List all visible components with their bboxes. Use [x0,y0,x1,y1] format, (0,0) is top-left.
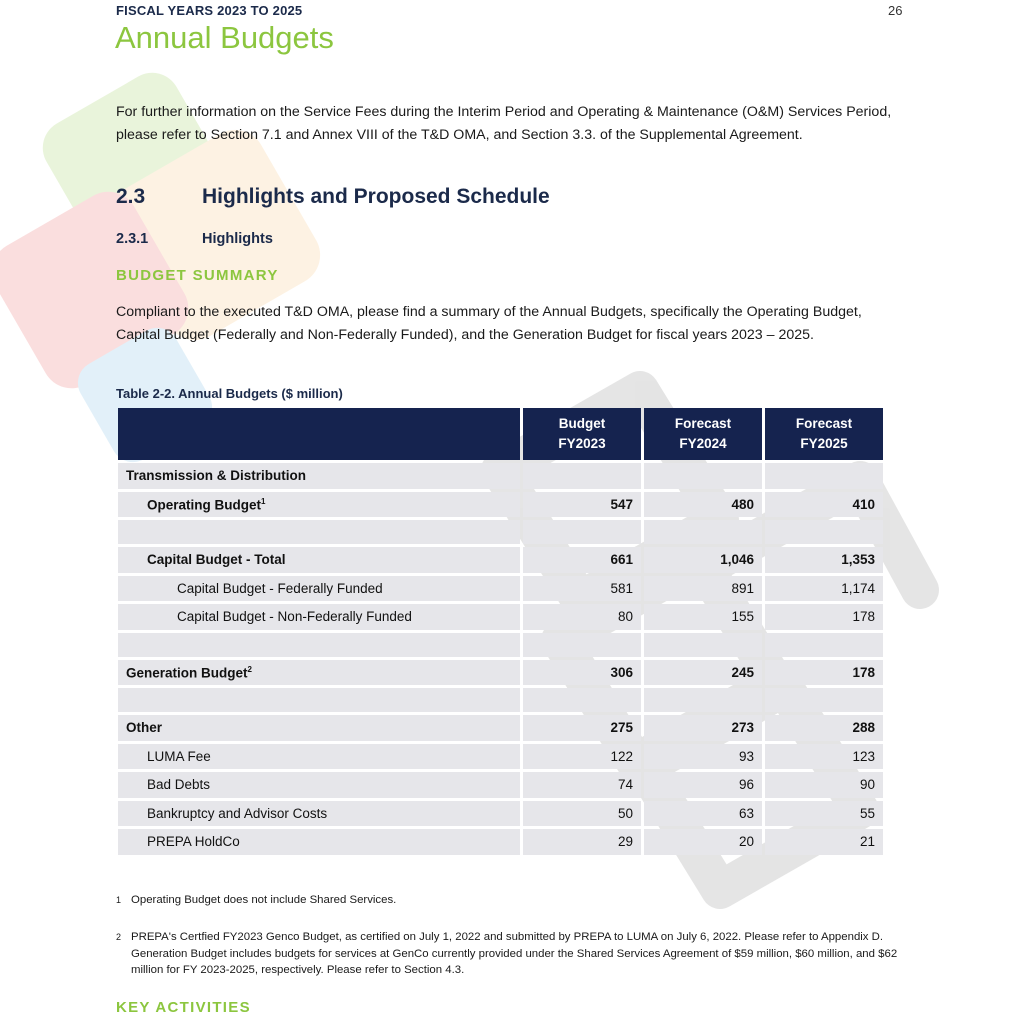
column-header: Forecast FY2024 [644,408,762,460]
value-cell: 275 [523,715,641,741]
value-cell: 891 [644,576,762,602]
table-row [118,660,883,686]
value-cell: 123 [765,744,883,770]
budget-summary-heading: BUDGET SUMMARY [116,267,279,284]
table-row [118,772,883,798]
page-number: 26 [888,3,903,18]
row-label: LUMA Fee [118,744,520,770]
table-row [118,463,883,489]
column-header: Forecast FY2025 [765,408,883,460]
value-cell: 306 [523,660,641,686]
table-row [118,576,883,602]
value-cell: 547 [523,492,641,518]
table-header-row [118,408,883,460]
value-cell: 480 [644,492,762,518]
value-cell [523,520,641,544]
table-body [118,463,883,855]
value-cell: 288 [765,715,883,741]
value-cell: 55 [765,801,883,827]
value-cell [644,463,762,489]
table-row [118,688,883,712]
value-cell: 74 [523,772,641,798]
value-cell: 96 [644,772,762,798]
row-label [118,520,520,544]
value-cell: 661 [523,547,641,573]
table-row [118,715,883,741]
footnote-1: 1 Operating Budget does not include Shared Services. [116,894,397,906]
value-cell: 29 [523,829,641,855]
value-cell: 21 [765,829,883,855]
value-cell: 178 [765,604,883,630]
value-cell [644,688,762,712]
table-row [118,492,883,518]
row-label [118,688,520,712]
value-cell: 1,174 [765,576,883,602]
table-row [118,744,883,770]
section-heading [116,185,550,209]
row-label: Capital Budget - Federally Funded [118,576,520,602]
value-cell: 80 [523,604,641,630]
row-label: Bad Debts [118,772,520,798]
footnote-2: 2 PREPA's Certfied FY2023 Genco Budget, as certified on July 1, 2022 and submitted by PREPA to LUMA on July 6, 2022. Please refer to Appendix D. Generation Budget includes budgets for services at GenCo currently provided under the Shared Services Agreement of $59 million, $60 million, and $62 million for FY 2023-2025, respectively. Please refer to Section 4.3. [116,931,898,976]
value-cell: 1,046 [644,547,762,573]
value-cell [765,633,883,657]
subsection-title: Highlights [202,231,273,247]
table-row [118,520,883,544]
row-label: Capital Budget - Total [118,547,520,573]
row-label: Operating Budget$^1$ [118,492,520,518]
running-header: FISCAL YEARS 2023 TO 2025 [116,3,303,18]
table-row [118,633,883,657]
value-cell [523,633,641,657]
value-cell: 581 [523,576,641,602]
value-cell: 122 [523,744,641,770]
annual-budgets-table [115,405,886,858]
value-cell: 20 [644,829,762,855]
row-label: Bankruptcy and Advisor Costs [118,801,520,827]
value-cell: 410 [765,492,883,518]
key-activities-heading: KEY ACTIVITIES [116,999,251,1016]
budget-summary-paragraph: Compliant to the executed T&D OMA, please find a summary of the Annual Budgets, specifically the Operating Budget, Capital Budget (Federally and Non-Federally Funded), and the Generation Budget for fiscal years 2023 – 2025. [116,304,862,343]
table-header-blank [118,408,520,460]
column-header: Budget FY2023 [523,408,641,460]
intro-paragraph: For further information on the Service Fees during the Interim Period and Operating & Maintenance (O&M) Services Period, please refer to Section 7.1 and Annex VIII of the T&D OMA, and Section 3.3. of the Supplemental Agreement. [116,104,892,143]
value-cell [765,688,883,712]
value-cell: 63 [644,801,762,827]
value-cell: 245 [644,660,762,686]
row-label: Transmission & Distribution [118,463,520,489]
value-cell: 178 [765,660,883,686]
section-title: Highlights and Proposed Schedule [202,185,550,208]
value-cell: 155 [644,604,762,630]
table-row [118,547,883,573]
value-cell: 50 [523,801,641,827]
value-cell: 93 [644,744,762,770]
table-row [118,829,883,855]
row-label: Generation Budget$^2$ [118,660,520,686]
value-cell: 90 [765,772,883,798]
value-cell [523,688,641,712]
value-cell [765,520,883,544]
value-cell [523,463,641,489]
page-title: Annual Budgets [115,20,334,55]
row-label: Capital Budget - Non-Federally Funded [118,604,520,630]
value-cell [765,463,883,489]
table-row [118,801,883,827]
value-cell: 1,353 [765,547,883,573]
subsection-number: 2.3.1 [116,231,149,247]
value-cell [644,633,762,657]
subsection-heading [116,231,273,247]
row-label: PREPA HoldCo [118,829,520,855]
value-cell [644,520,762,544]
table-caption: Table 2-2. Annual Budgets ($ million) [116,386,343,401]
value-cell: 273 [644,715,762,741]
table-row [118,604,883,630]
row-label: Other [118,715,520,741]
row-label [118,633,520,657]
section-number: 2.3 [116,185,146,208]
